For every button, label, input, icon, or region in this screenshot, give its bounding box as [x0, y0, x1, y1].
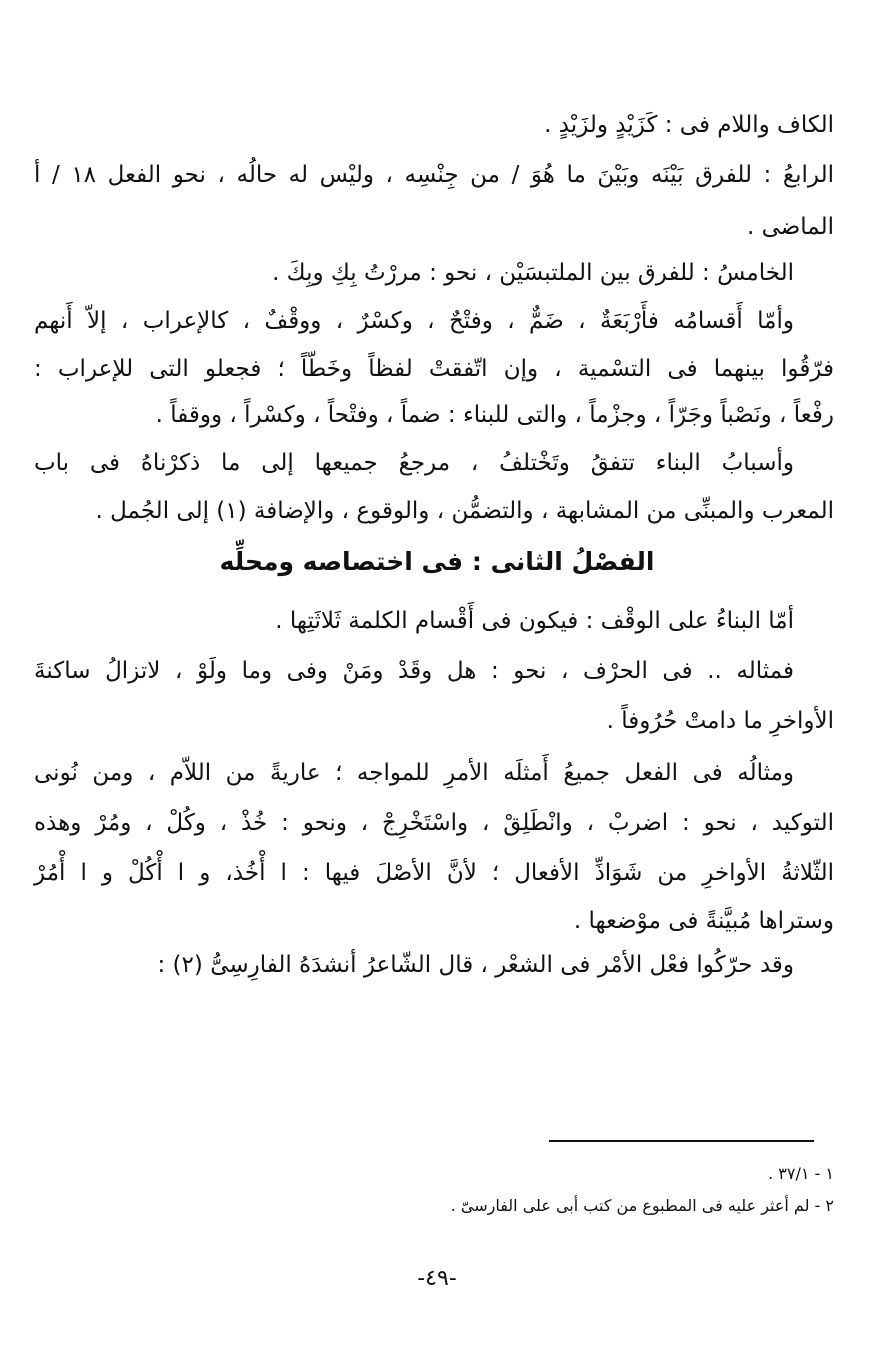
- text-line-15: الثّلاثةُ الأواخرِ من شَوَاذِّ الأفعال ؛ لأنَّ الأصْلَ فيها : ا أْخُذ، و ا أْكُلْ و ا أْمُرْ: [34, 860, 834, 886]
- text-line-10: أمّا البناءُ على الوقْف : فيكون فى أَقْسام الكلمة ثَلاثَتِها .: [275, 608, 794, 634]
- text-line-13: ومثالُه فى الفعل جميعُ أَمثلَه الأمرِ للمواجه ؛ عاريةً من اللاّم ، ومن نُونى: [34, 760, 794, 786]
- text-line-6: فرّقُوا بينهما فى التسْمية ، وإن اتّفقتْ لفظاً وخَطّاً ؛ فجعلو التى للإعراب :: [34, 356, 834, 382]
- text-line-17: وقد حرّكُوا فعْل الأمْر فى الشعْر ، قال الشّاعرُ أنشدَهُ الفارِسِىُّ (٢) :: [157, 952, 794, 978]
- footnote-divider: [549, 1140, 814, 1142]
- chapter-heading: الفصْلُ الثانى : فى اختصاصه ومحلِّه: [219, 547, 655, 576]
- text-line-4: الخامسُ : للفرق بين الملتبسَيْن ، نحو : مررْتُ بِكِ وبِكَ .: [272, 260, 794, 286]
- text-line-5: وأمّا أَقسامُه فأَرْبَعَةٌ ، ضَمٌّ ، وفتْحٌ ، وكسْرٌ ، ووقْفٌ ، كالإعراب ، إلاّ أَنهم: [34, 308, 794, 334]
- text-line-11: فمثاله .. فى الحرْف ، نحو : هل وقَدْ ومَنْ وفى وما ولَوْ ، لاتزالُ ساكنةَ: [34, 658, 794, 684]
- text-line-9: المعرب والمبنِّى من المشابهة ، والتضمُّن ، والوقوع ، والإضافة (١) إلى الجُمل .: [95, 498, 834, 524]
- text-line-3: الماضى .: [746, 214, 834, 240]
- footnote-1: ١ - ٣٧/١ .: [768, 1164, 834, 1183]
- page-number: -٤٩-: [417, 1266, 457, 1291]
- text-line-14: التوكيد ، نحو : اضربْ ، وانْطَلِقْ ، واسْتَخْرِجْ ، ونحو : خُذْ ، وكُلْ ، ومُرْ وهذه: [34, 810, 834, 836]
- text-line-1: الكاف واللام فى : كَزَيْدٍ ولزَيْدٍ .: [544, 112, 834, 138]
- text-line-2: الرابعُ : للفرق بَيْنَه وبَيْنَ ما هُوَ / من جِنْسِه ، وليْس له حالُه ، نحو الفعل ١٨ / أ: [34, 162, 835, 188]
- text-line-7: رفْعاً ، ونَصْباً وجَرّاً ، وجزْماً ، والتى للبناء : ضماً ، وفتْحاً ، وكسْراً ، ووقفاً .: [155, 402, 834, 428]
- text-line-16: وستراها مُبيَّنةً فى موْضعها .: [573, 908, 834, 934]
- text-line-8: وأسبابُ البناء تتفقُ وتَخْتلفُ ، مرجعُ جميعها إلى ما ذكرْناهُ فى باب: [34, 450, 794, 476]
- text-line-12: الأواخرِ ما دامتْ حُرُوفاً .: [606, 708, 834, 734]
- footnote-2: ٢ - لم أعثر عليه فى المطبوع من كتب أبى على الفارسىّ .: [450, 1196, 834, 1215]
